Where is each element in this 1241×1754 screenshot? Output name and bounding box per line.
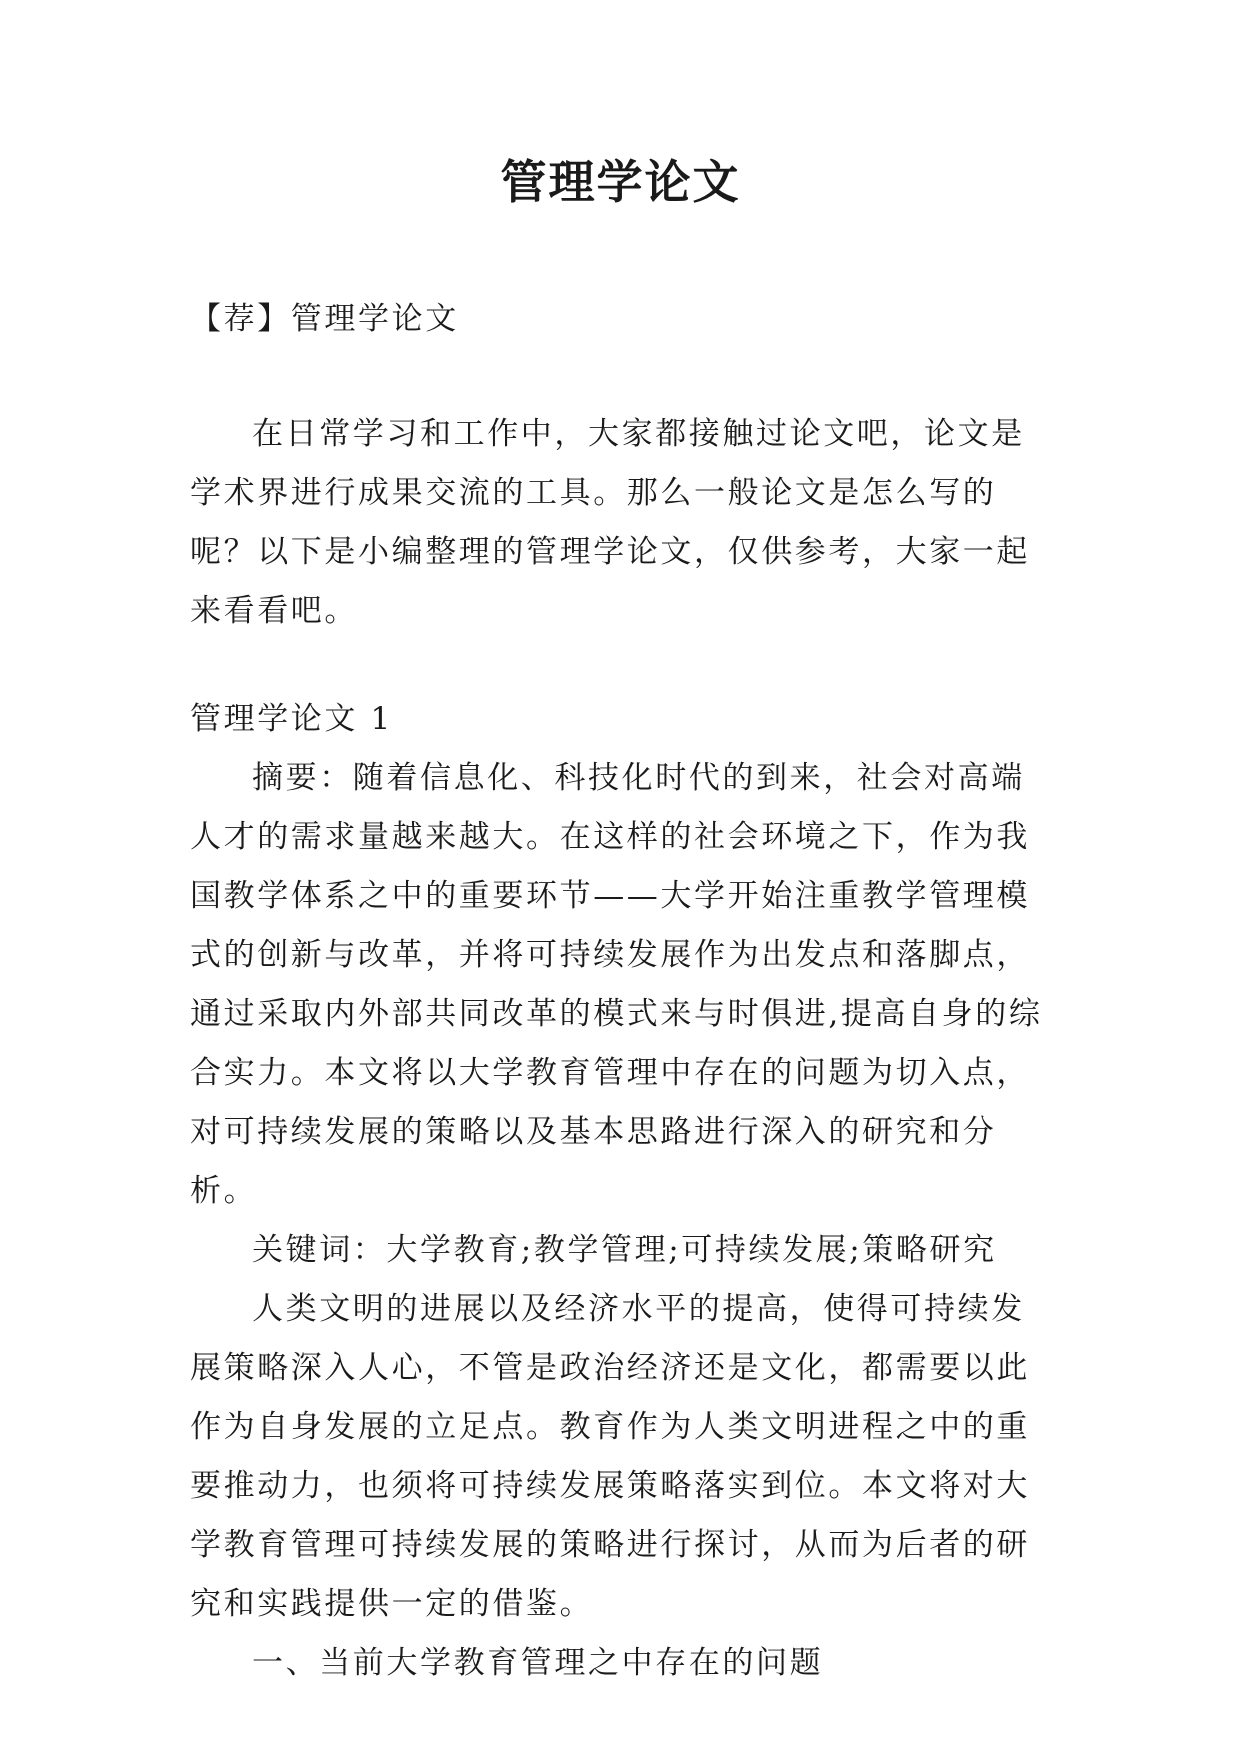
document-body: [190, 290, 1055, 1693]
document-title: 管理学论文: [500, 155, 741, 209]
abstract-paragraph: 摘要：随着信息化、科技化时代的到来，社会对高端人才的需求量越来越大。在这样的社会环境之下，作为我国教学体系之中的重要环节——大学开始注重教学管理模式的创新与改革，并将可持续发展作为出发点和落脚点，通过采取内外部共同改革的模式来与时俱进,提高自身的综合实力。本文将以大学教育管理中存在的问题为切入点，对可持续发展的策略以及基本思路进行深入的研究和分析。: [190, 760, 1043, 1209]
body-paragraph: 人类文明的进展以及经济水平的提高，使得可持续发展策略深入人心，不管是政治经济还是文化，都需要以此作为自身发展的立足点。教育作为人类文明进程之中的重要推动力，也须将可持续发展策略落实到位。本文将对大学教育管理可持续发展的策略进行探讨，从而为后者的研究和实践提供一定的借鉴。: [190, 1291, 1030, 1622]
section-heading: 管理学论文 1: [190, 701, 393, 737]
chapter-heading: 一、当前大学教育管理之中存在的问题: [252, 1645, 824, 1681]
keywords-line: 关键词：大学教育;教学管理;可持续发展;策略研究: [252, 1232, 997, 1268]
intro-paragraph: 在日常学习和工作中，大家都接触过论文吧，论文是学术界进行成果交流的工具。那么一般论文是怎么写的呢？以下是小编整理的管理学论文，仅供参考，大家一起来看看吧。: [190, 416, 1030, 629]
subtitle-line: 【荐】管理学论文: [190, 301, 459, 337]
